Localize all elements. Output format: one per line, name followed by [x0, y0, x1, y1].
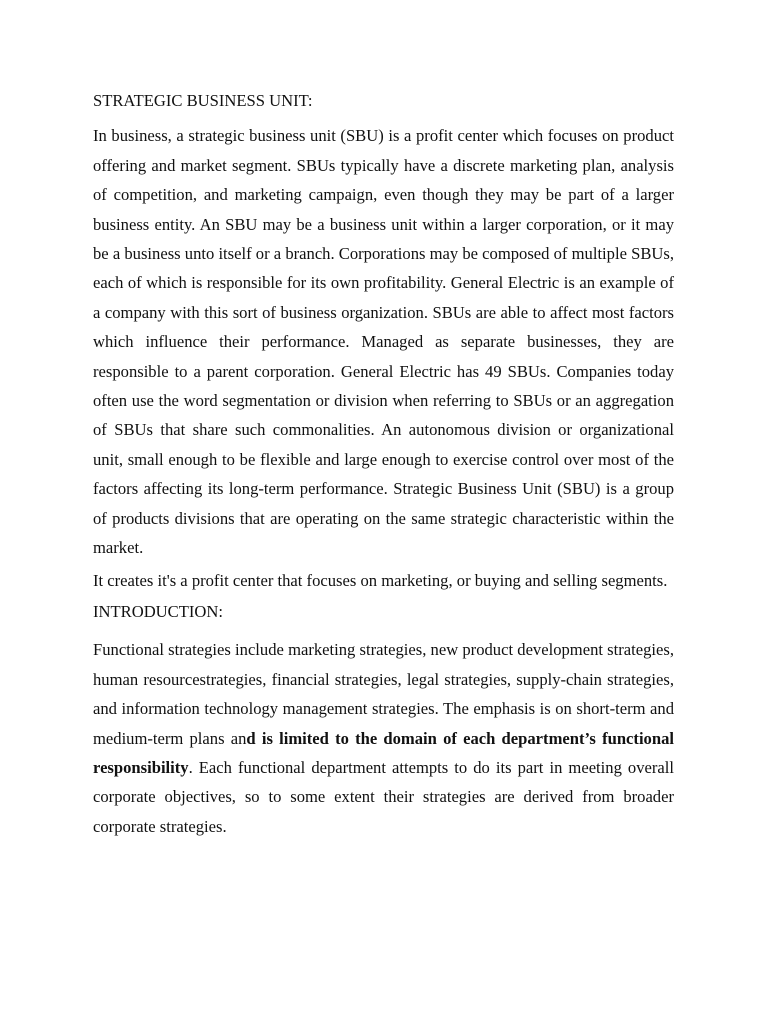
introduction-bold-text: d is limited to the domain of each department’s functional responsibility: [93, 728, 674, 777]
introduction-heading: INTRODUCTION:: [93, 601, 223, 621]
introduction-text-end: . Each functional department attempts to do its part in meeting overall corporate objectives, so to some extent their strategies are derived from broader corporate strategies.: [93, 757, 674, 836]
document-page: [93, 86, 674, 844]
sbu-heading: STRATEGIC BUSINESS UNIT:: [93, 91, 313, 110]
introduction-text-start: Functional strategies include marketing strategies, new product development strategies, human resourcestrategies, financial strategies, legal strategies, supply-chain strategies, and information technology management strategies. The emphasis is on short-term and medium-term plans an: [93, 640, 674, 748]
introduction-paragraph: [93, 635, 674, 841]
sbu-paragraph-1: In business, a strategic business unit (SBU) is a profit center which focuses on product offering and market segment. SBUs typically have a discrete marketing plan, analysis of competition, and marketing campaign, even though they may be part of a larger business entity. An SBU may be a business unit within a larger corporation, or it may be a business unto itself or a branch. Corporations may be composed of multiple SBUs, each of which is responsible for its own profitability. General Electric is an example of a company with this sort of business organization. SBUs are able to affect most factors which influence their performance. Managed as separate businesses, they are responsible to a parent corporation. General Electric has 49 SBUs. Companies today often use the word segmentation or division when referring to SBUs or an aggregation of SBUs that share such commonalities. An autonomous division or organizational unit, small enough to be flexible and large enough to exercise control over most of the factors affecting its long-term performance. Strategic Business Unit (SBU) is a group of products divisions that are operating on the same strategic characteristic within the market.: [93, 126, 674, 558]
sbu-paragraph-2: It creates it's a profit center that focuses on marketing, or buying and selling segments.: [93, 570, 668, 590]
